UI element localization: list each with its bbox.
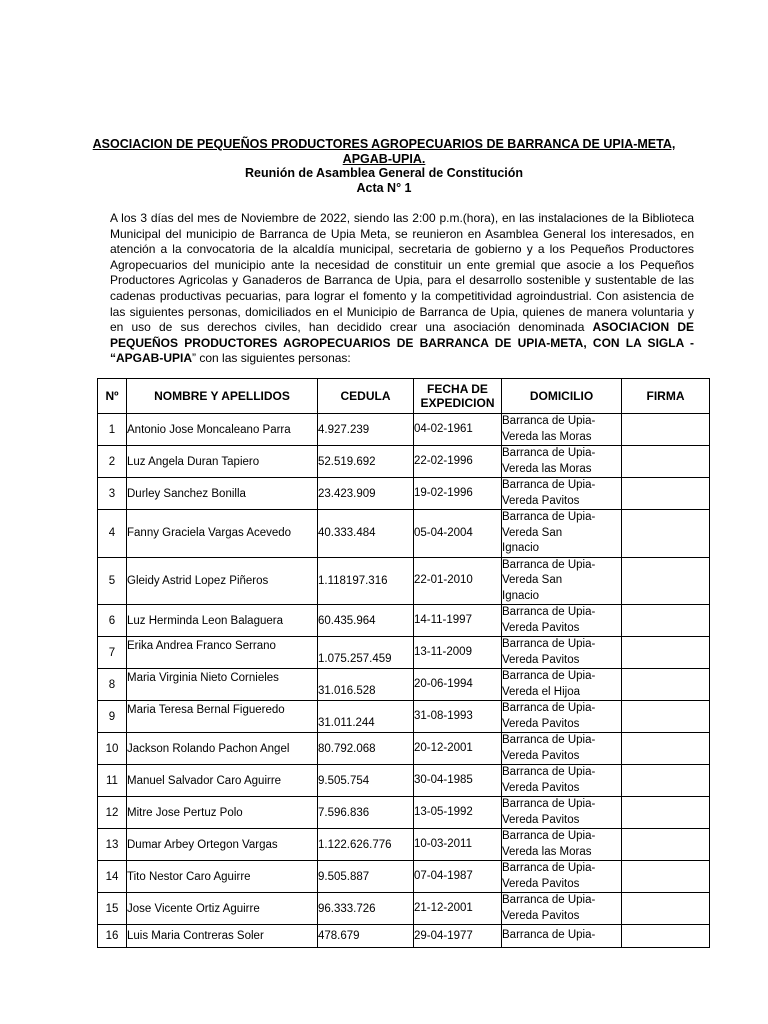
domicile-line: Vereda Pavitos <box>502 877 580 890</box>
member-signature-cell[interactable] <box>622 829 710 861</box>
domicile-line: Barranca de Upia- <box>502 862 596 874</box>
row-number: 12 <box>98 797 127 829</box>
domicile-line: Vereda Pavitos <box>502 653 580 666</box>
member-expedition-date: 29-04-1977 <box>414 925 502 948</box>
table-row <box>98 701 710 733</box>
member-name: Manuel Salvador Caro Aguirre <box>127 765 318 797</box>
member-name: Gleidy Astrid Lopez Piñeros <box>127 557 318 605</box>
member-signature-cell[interactable] <box>622 797 710 829</box>
member-cedula: 52.519.692 <box>318 446 414 478</box>
member-expedition-date: 19-02-1996 <box>414 478 502 510</box>
member-name: Erika Andrea Franco Serrano <box>127 637 318 669</box>
member-expedition-date: 22-01-2010 <box>414 557 502 605</box>
domicile-line: Barranca de Upia- <box>502 798 596 810</box>
intro-paragraph <box>110 211 694 367</box>
member-signature-cell[interactable] <box>622 893 710 925</box>
table-row <box>98 925 710 948</box>
meeting-subtitle: Reunión de Asamblea General de Constitución <box>244 166 524 180</box>
member-signature-cell[interactable] <box>622 446 710 478</box>
row-number: 4 <box>98 510 127 558</box>
member-signature-cell[interactable] <box>622 478 710 510</box>
table-row <box>98 829 710 861</box>
member-expedition-date: 10-03-2011 <box>414 829 502 861</box>
domicile-line: Vereda Pavitos <box>502 781 580 794</box>
domicile-line: Ignacio <box>502 589 540 602</box>
domicile-line: Vereda las Moras <box>502 430 592 443</box>
member-signature-cell[interactable] <box>622 605 710 637</box>
domicile-line: Barranca de Upia- <box>502 511 596 523</box>
domicile-line: Vereda las Moras <box>502 462 592 475</box>
member-cedula: 31.016.528 <box>318 669 414 701</box>
domicile-line: Vereda San <box>502 574 563 586</box>
member-domicile <box>502 557 622 605</box>
association-title: ASOCIACION DE PEQUEÑOS PRODUCTORES AGROPECUARIOS DE BARRANCA DE UPIA-META, <box>92 137 676 151</box>
member-cedula: 9.505.754 <box>318 765 414 797</box>
table-row <box>98 861 710 893</box>
association-acronym: APGAB-UPIA. <box>342 151 426 166</box>
header-number: Nº <box>98 379 127 414</box>
row-number: 5 <box>98 557 127 605</box>
member-cedula: 1.118197.316 <box>318 557 414 605</box>
member-domicile <box>502 797 622 829</box>
table-row <box>98 446 710 478</box>
domicile-line: Vereda Pavitos <box>502 621 580 634</box>
member-domicile <box>502 510 622 558</box>
member-expedition-date: 20-12-2001 <box>414 733 502 765</box>
member-expedition-date: 30-04-1985 <box>414 765 502 797</box>
member-domicile <box>502 637 622 669</box>
member-domicile <box>502 829 622 861</box>
member-cedula: 23.423.909 <box>318 478 414 510</box>
member-cedula: 1.075.257.459 <box>318 637 414 669</box>
member-domicile <box>502 893 622 925</box>
acta-number: Acta N° 1 <box>356 180 412 195</box>
intro-text: A los 3 días del mes de Noviembre de 2022, siendo las 2:00 p.m.(hora), en las instalaciones de la Biblioteca Municipal del municipio de Barranca de Upia Meta, se reunieron en Asamblea General los interesados, en atención a la convocatoria de la alcaldía municipal, secretaria de gobierno y a los Pequeños Productores Agropecuarios del municipio ante la necesidad de constituir un ente gremial que asocie a los Pequeños Productores Agricolas y Ganaderos de Barranca de Upia, para el desarrollo sostenible y sustentable de las cadenas productivas pecuarias, para lograr el fomento y la competitividad agroindustrial. Con asistencia de las siguientes personas, domiciliados en el Municipio de Barranca de Upia, quienes de manera voluntaria y en uso de sus derechos civiles, han decidido crear una asociación denominada <box>110 211 694 335</box>
member-expedition-date: 04-02-1961 <box>414 414 502 446</box>
member-cedula: 9.505.887 <box>318 861 414 893</box>
table-row <box>98 414 710 446</box>
table-row <box>98 733 710 765</box>
member-cedula: 4.927.239 <box>318 414 414 446</box>
domicile-line: Vereda Pavitos <box>502 717 580 730</box>
member-signature-cell[interactable] <box>622 637 710 669</box>
member-name: Maria Virginia Nieto Cornieles <box>127 669 318 701</box>
member-domicile <box>502 925 622 948</box>
header-cedula: CEDULA <box>318 379 414 414</box>
document-header <box>60 137 708 195</box>
domicile-line: Vereda San <box>502 526 563 539</box>
row-number: 15 <box>98 893 127 925</box>
table-row <box>98 669 710 701</box>
row-number: 6 <box>98 605 127 637</box>
member-expedition-date: 14-11-1997 <box>414 605 502 637</box>
member-expedition-date: 31-08-1993 <box>414 701 502 733</box>
header-fecha: FECHA DE EXPEDICION <box>414 379 502 414</box>
header-domicilio: DOMICILIO <box>502 379 622 414</box>
domicile-line: Barranca de Upia- <box>502 638 596 650</box>
row-number: 7 <box>98 637 127 669</box>
member-domicile <box>502 733 622 765</box>
member-signature-cell[interactable] <box>622 861 710 893</box>
domicile-line: Barranca de Upia- <box>502 415 596 427</box>
member-domicile <box>502 669 622 701</box>
member-name: Luz Angela Duran Tapiero <box>127 446 318 478</box>
member-cedula: 1.122.626.776 <box>318 829 414 861</box>
member-domicile <box>502 446 622 478</box>
member-domicile <box>502 414 622 446</box>
row-number: 16 <box>98 925 127 948</box>
member-name: Mitre Jose Pertuz Polo <box>127 797 318 829</box>
member-expedition-date: 22-02-1996 <box>414 446 502 478</box>
row-number: 14 <box>98 861 127 893</box>
member-name: Luis Maria Contreras Soler <box>127 925 318 948</box>
domicile-line: Vereda Pavitos <box>502 909 580 922</box>
member-cedula: 80.792.068 <box>318 733 414 765</box>
member-domicile <box>502 605 622 637</box>
domicile-line: Barranca de Upia- <box>502 606 596 618</box>
table-row <box>98 478 710 510</box>
member-signature-cell[interactable] <box>622 557 710 605</box>
table-row <box>98 557 710 605</box>
member-signature-cell[interactable] <box>622 701 710 733</box>
intro-association-name: ASOCIACION DE PEQUEÑOS PRODUCTORES AGROPECUARIOS DE BARRANCA DE UPIA-META, CON LA SIGLA - “APGAB-UPIA <box>110 320 694 366</box>
member-signature-cell[interactable] <box>622 925 710 948</box>
member-expedition-date: 13-05-1992 <box>414 797 502 829</box>
domicile-line: Vereda Pavitos <box>502 749 580 762</box>
member-signature-cell[interactable] <box>622 733 710 765</box>
member-expedition-date: 21-12-2001 <box>414 893 502 925</box>
members-table <box>97 378 710 948</box>
domicile-line: Barranca de Upia- <box>502 929 596 942</box>
member-domicile <box>502 701 622 733</box>
row-number: 9 <box>98 701 127 733</box>
member-domicile <box>502 765 622 797</box>
table-header-row <box>98 379 710 414</box>
member-signature-cell[interactable] <box>622 510 710 558</box>
member-name: Fanny Graciela Vargas Acevedo <box>127 510 318 558</box>
member-signature-cell[interactable] <box>622 765 710 797</box>
domicile-line: Barranca de Upia- <box>502 702 596 714</box>
row-number: 3 <box>98 478 127 510</box>
row-number: 1 <box>98 414 127 446</box>
table-row <box>98 637 710 669</box>
member-expedition-date: 05-04-2004 <box>414 510 502 558</box>
member-name: Jackson Rolando Pachon Angel <box>127 733 318 765</box>
member-signature-cell[interactable] <box>622 669 710 701</box>
intro-tail: ” con las siguientes personas: <box>192 351 351 366</box>
member-cedula: 31.011.244 <box>318 701 414 733</box>
member-expedition-date: 20-06-1994 <box>414 669 502 701</box>
domicile-line: Barranca de Upia- <box>502 558 596 571</box>
domicile-line: Barranca de Upia- <box>502 894 596 906</box>
member-name: Luz Herminda Leon Balaguera <box>127 605 318 637</box>
member-cedula: 478.679 <box>318 925 414 948</box>
domicile-line: Vereda Pavitos <box>502 813 580 826</box>
member-expedition-date: 13-11-2009 <box>414 637 502 669</box>
member-name: Antonio Jose Moncaleano Parra <box>127 414 318 446</box>
header-name: NOMBRE Y APELLIDOS <box>127 379 318 414</box>
member-cedula: 7.596.836 <box>318 797 414 829</box>
member-cedula: 60.435.964 <box>318 605 414 637</box>
row-number: 10 <box>98 733 127 765</box>
member-cedula: 40.333.484 <box>318 510 414 558</box>
member-name: Dumar Arbey Ortegon Vargas <box>127 829 318 861</box>
row-number: 2 <box>98 446 127 478</box>
header-firma: FIRMA <box>622 379 710 414</box>
member-name: Durley Sanchez Bonilla <box>127 478 318 510</box>
table-body <box>98 414 710 948</box>
member-domicile <box>502 861 622 893</box>
domicile-line: Barranca de Upia- <box>502 447 596 459</box>
domicile-line: Vereda el Hijoa <box>502 685 580 698</box>
domicile-line: Ignacio <box>502 542 540 554</box>
table-row <box>98 765 710 797</box>
member-domicile <box>502 478 622 510</box>
domicile-line: Barranca de Upia- <box>502 766 596 778</box>
member-name: Jose Vicente Ortiz Aguirre <box>127 893 318 925</box>
member-name: Maria Teresa Bernal Figueredo <box>127 701 318 733</box>
table-row <box>98 510 710 558</box>
member-cedula: 96.333.726 <box>318 893 414 925</box>
table-row <box>98 893 710 925</box>
domicile-line: Barranca de Upia- <box>502 830 596 842</box>
domicile-line: Barranca de Upia- <box>502 670 596 682</box>
table-row <box>98 605 710 637</box>
table-row <box>98 797 710 829</box>
domicile-line: Vereda Pavitos <box>502 494 580 507</box>
domicile-line: Vereda las Moras <box>502 845 592 858</box>
row-number: 8 <box>98 669 127 701</box>
row-number: 13 <box>98 829 127 861</box>
domicile-line: Barranca de Upia- <box>502 734 596 746</box>
row-number: 11 <box>98 765 127 797</box>
domicile-line: Barranca de Upia- <box>502 479 596 491</box>
member-signature-cell[interactable] <box>622 414 710 446</box>
member-expedition-date: 07-04-1987 <box>414 861 502 893</box>
member-name: Tito Nestor Caro Aguirre <box>127 861 318 893</box>
